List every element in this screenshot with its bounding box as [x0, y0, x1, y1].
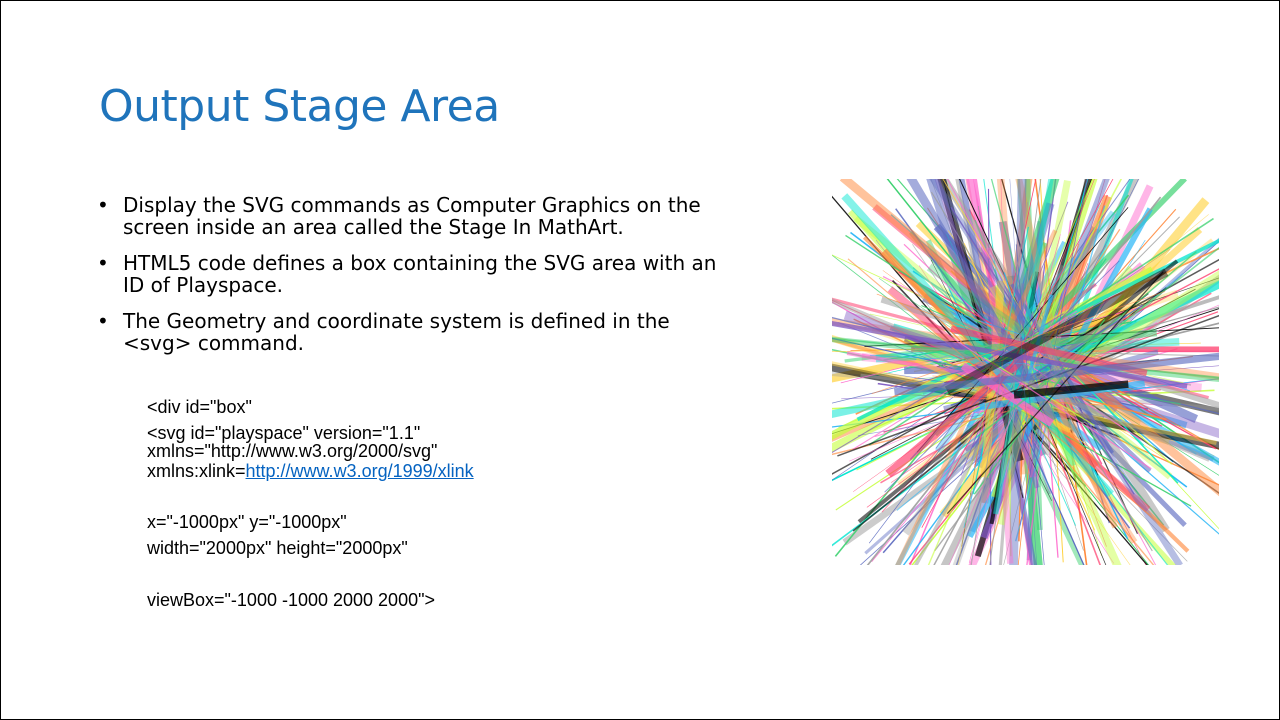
bullet-text-line: <svg> command. [123, 331, 305, 355]
code-xlink-prefix: xmlns:xlink= [147, 461, 246, 481]
bullet-text-line: HTML5 code defines a box containing the SVG area with an [123, 251, 717, 275]
bullet-list [97, 194, 777, 368]
bullet-text-line: The Geometry and coordinate system is defined in the [123, 309, 670, 333]
artwork-canvas [832, 179, 1219, 565]
bullet-item [97, 310, 777, 354]
bullet-text-line: screen inside an area called the Stage In MathArt. [123, 215, 624, 239]
slide-title: Output Stage Area [99, 81, 500, 132]
xlink-url-link[interactable]: http://www.w3.org/1999/xlink [245, 461, 474, 481]
code-line-div: <div id="box" [147, 397, 252, 417]
bullet-text-line: ID of Playspace. [123, 273, 284, 297]
bullet-text-line: Display the SVG commands as Computer Graphics on the [123, 193, 701, 217]
code-line-xlink [147, 463, 474, 480]
code-line-size: width="2000px" height="2000px" [147, 538, 408, 558]
bullet-dot-icon: • [97, 309, 109, 333]
code-line-svg-open: <svg id="playspace" version="1.1" [147, 423, 421, 443]
bullet-dot-icon: • [97, 193, 109, 217]
code-line-xy: x="-1000px" y="-1000px" [147, 512, 347, 532]
bullet-dot-icon: • [97, 251, 109, 275]
code-line-viewbox: viewBox="-1000 -1000 2000 2000"> [147, 590, 435, 610]
mathart-random-lines-artwork [832, 179, 1219, 565]
bullet-item [97, 252, 777, 296]
bullet-item [97, 194, 777, 238]
code-line-xmlns: xmlns="http://www.w3.org/2000/svg" [147, 441, 438, 461]
artwork-strokes [832, 179, 1219, 565]
